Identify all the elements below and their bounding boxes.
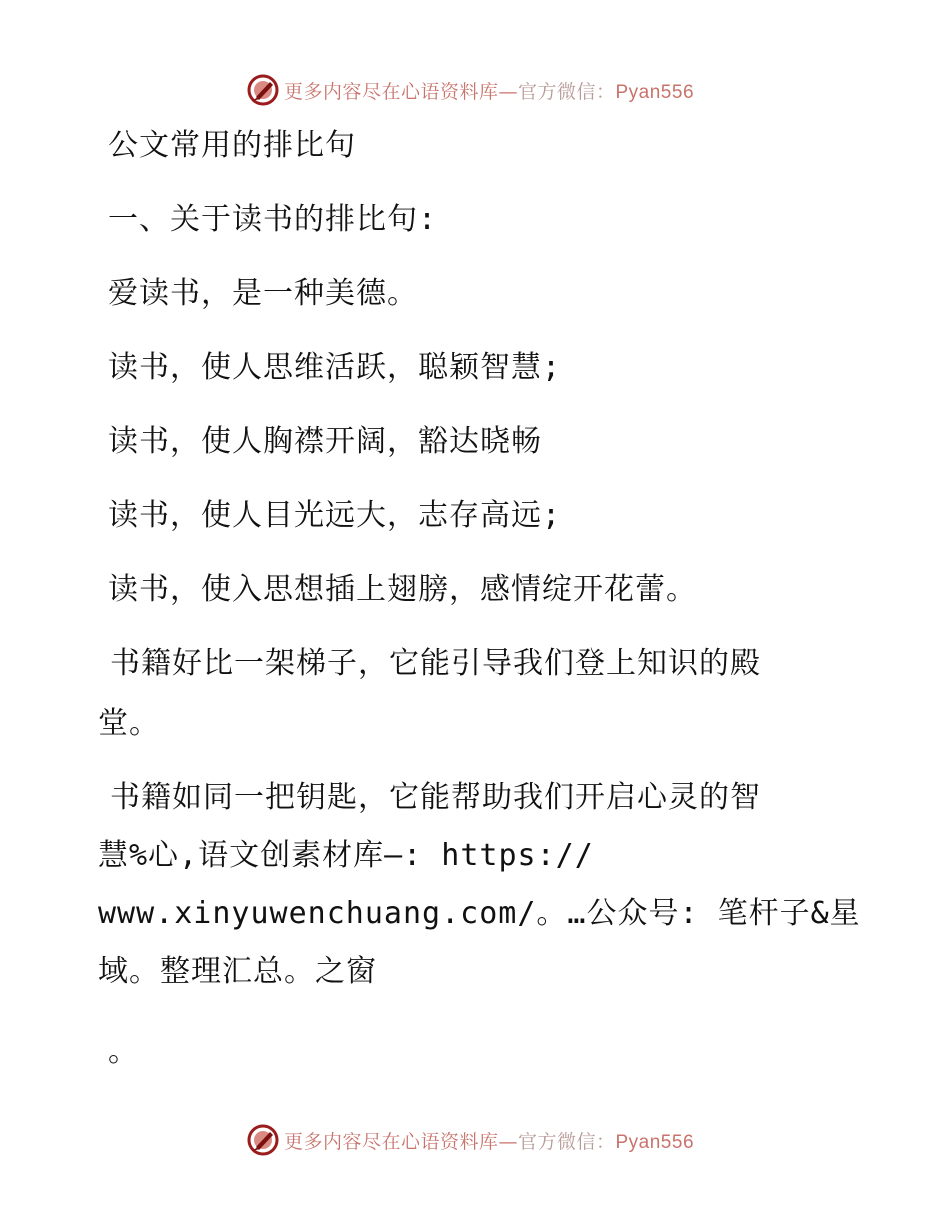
- footer-banner-text: 更多内容尽在心语资料库—官方微信：Pyan556: [283, 1130, 695, 1153]
- footer-banner: [0, 1120, 950, 1160]
- pen-circle-logo-icon: [246, 1123, 280, 1157]
- paragraph-7-line-4: 域。整理汇总。之窗: [98, 954, 377, 989]
- paragraph-6-line-1: 书籍好比一架梯子，它能引导我们登上知识的殿: [110, 646, 761, 681]
- section-heading: 一、关于读书的排比句:: [108, 202, 438, 237]
- paragraph-7-line-2: 慧%心,语文创素材库—: https://: [98, 838, 594, 873]
- paragraph-5: 读书，使入思想插上翅膀，感情绽开花蕾。: [108, 572, 697, 607]
- paragraph-7-line-3: www.xinyuwenchuang.com/。…公众号: 笔杆子&星: [98, 896, 861, 931]
- paragraph-6-line-2: 堂。: [98, 706, 160, 741]
- paragraph-4: 读书，使人目光远大，志存高远;: [108, 498, 562, 533]
- header-banner-text: 更多内容尽在心语资料库—官方微信：Pyan556: [283, 80, 695, 103]
- paragraph-3: 读书，使人胸襟开阔，豁达晓畅: [108, 424, 542, 459]
- document-title: 公文常用的排比句: [108, 128, 356, 163]
- paragraph-7-line-1: 书籍如同一把钥匙，它能帮助我们开启心灵的智: [110, 780, 761, 815]
- paragraph-8: 。: [108, 1034, 139, 1069]
- paragraph-2: 读书，使人思维活跃，聪颖智慧;: [108, 350, 562, 385]
- paragraph-1: 爱读书，是一种美德。: [108, 276, 418, 311]
